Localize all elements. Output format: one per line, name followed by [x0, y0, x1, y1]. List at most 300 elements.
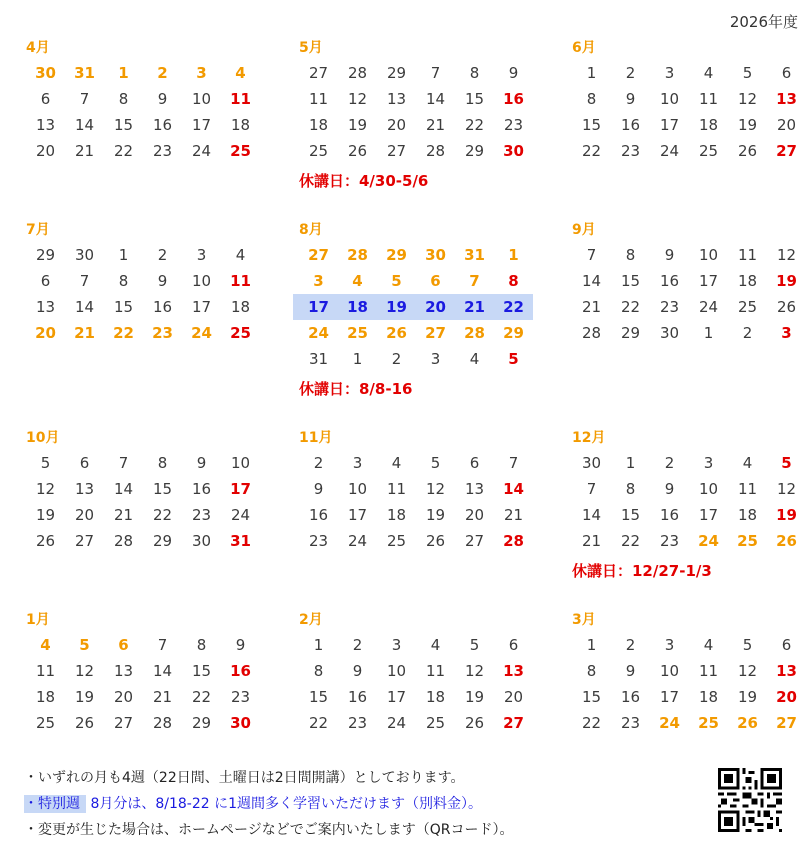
day-cell: 10 — [191, 272, 212, 290]
day-cell: 6 — [430, 272, 441, 290]
day-cell: 21 — [152, 688, 173, 706]
day-cell: 19 — [776, 506, 797, 524]
day-cell: 13 — [113, 662, 134, 680]
day-cell: 22 — [308, 714, 329, 732]
day-cell: 21 — [425, 116, 446, 134]
month-name: 3月 — [572, 612, 596, 628]
day-cell: 3 — [196, 246, 207, 264]
day-cell: 18 — [308, 116, 329, 134]
day-cell: 24 — [698, 532, 719, 550]
week-row — [572, 528, 806, 554]
week-row — [572, 138, 806, 164]
month-row — [26, 219, 812, 427]
day-cell: 21 — [581, 532, 602, 550]
week-row — [299, 632, 533, 658]
day-cell: 21 — [113, 506, 134, 524]
day-cell: 9 — [352, 662, 363, 680]
day-cell: 25 — [425, 714, 446, 732]
day-cell: 3 — [313, 272, 324, 290]
day-cell: 26 — [35, 532, 56, 550]
day-cell: 1 — [586, 64, 597, 82]
day-cell: 18 — [698, 116, 719, 134]
week-row — [299, 112, 533, 138]
day-cell: 23 — [659, 298, 680, 316]
day-cell: 28 — [425, 142, 446, 160]
day-cell: 24 — [230, 506, 251, 524]
day-cell: 9 — [664, 480, 675, 498]
day-cell: 5 — [391, 272, 402, 290]
week-row — [572, 502, 806, 528]
day-cell: 18 — [230, 116, 251, 134]
day-cell: 12 — [425, 480, 446, 498]
day-cell: 7 — [469, 272, 480, 290]
day-cell: 23 — [308, 532, 329, 550]
day-cell: 2 — [742, 324, 753, 342]
month-name: 10月 — [26, 430, 60, 446]
day-cell: 28 — [503, 532, 524, 550]
day-cell: 13 — [386, 90, 407, 108]
day-cell: 25 — [347, 324, 368, 342]
day-cell: 24 — [698, 298, 719, 316]
day-cell: 20 — [425, 298, 446, 316]
day-cell: 19 — [737, 116, 758, 134]
day-cell: 28 — [113, 532, 134, 550]
day-cell: 3 — [430, 350, 441, 368]
day-cell: 20 — [35, 142, 56, 160]
day-cell: 18 — [35, 688, 56, 706]
day-cell: 1 — [118, 64, 129, 82]
day-cell: 16 — [308, 506, 329, 524]
week-row — [26, 528, 260, 554]
week-row — [572, 294, 806, 320]
day-cell: 19 — [425, 506, 446, 524]
day-cell: 12 — [74, 662, 95, 680]
day-cell: 14 — [113, 480, 134, 498]
day-cell: 18 — [737, 272, 758, 290]
day-cell: 15 — [191, 662, 212, 680]
day-cell: 8 — [118, 90, 129, 108]
day-cell: 23 — [659, 532, 680, 550]
week-row — [299, 684, 533, 710]
day-cell: 31 — [230, 532, 251, 550]
day-cell: 6 — [40, 90, 51, 108]
day-cell: 29 — [35, 246, 56, 264]
day-cell: 7 — [586, 480, 597, 498]
day-cell: 9 — [508, 64, 519, 82]
day-cell: 29 — [464, 142, 485, 160]
day-cell: 6 — [40, 272, 51, 290]
week-row — [26, 632, 260, 658]
day-cell: 9 — [235, 636, 246, 654]
day-cell: 29 — [152, 532, 173, 550]
day-cell: 4 — [703, 636, 714, 654]
day-cell: 16 — [152, 116, 173, 134]
day-cell: 5 — [508, 350, 519, 368]
day-cell: 7 — [157, 636, 168, 654]
day-cell: 30 — [659, 324, 680, 342]
day-cell: 3 — [352, 454, 363, 472]
day-cell: 7 — [79, 272, 90, 290]
day-cell: 6 — [118, 636, 129, 654]
day-cell: 13 — [503, 662, 524, 680]
day-cell: 22 — [581, 714, 602, 732]
day-cell: 28 — [347, 64, 368, 82]
day-cell: 16 — [620, 116, 641, 134]
day-cell: 21 — [74, 142, 95, 160]
day-cell: 17 — [698, 272, 719, 290]
week-row — [572, 242, 806, 268]
day-cell: 3 — [664, 64, 675, 82]
day-cell: 5 — [430, 454, 441, 472]
day-cell: 9 — [157, 272, 168, 290]
day-cell: 22 — [581, 142, 602, 160]
day-cell: 16 — [152, 298, 173, 316]
day-cell: 14 — [152, 662, 173, 680]
day-cell: 7 — [430, 64, 441, 82]
week-row — [299, 658, 533, 684]
month-name: 8月 — [299, 222, 323, 238]
week-row — [299, 502, 533, 528]
week-row — [572, 476, 806, 502]
day-cell: 1 — [508, 246, 519, 264]
day-cell: 1 — [703, 324, 714, 342]
week-row — [572, 450, 806, 476]
day-cell: 10 — [698, 246, 719, 264]
day-cell: 11 — [230, 90, 251, 108]
day-cell: 18 — [386, 506, 407, 524]
day-cell: 2 — [391, 350, 402, 368]
day-cell: 2 — [157, 64, 168, 82]
month-name: 1月 — [26, 612, 50, 628]
week-row — [299, 450, 533, 476]
month-name: 7月 — [26, 222, 50, 238]
day-cell: 31 — [464, 246, 485, 264]
day-cell: 20 — [74, 506, 95, 524]
day-cell: 8 — [469, 64, 480, 82]
day-cell: 12 — [347, 90, 368, 108]
day-cell: 8 — [625, 246, 636, 264]
day-cell: 4 — [391, 454, 402, 472]
day-cell: 8 — [586, 90, 597, 108]
day-cell: 10 — [659, 90, 680, 108]
day-cell: 11 — [308, 90, 329, 108]
day-cell: 24 — [659, 142, 680, 160]
day-cell: 20 — [386, 116, 407, 134]
day-cell: 15 — [581, 116, 602, 134]
fiscal-year-label: 2026年度 — [729, 13, 798, 31]
day-cell: 2 — [625, 636, 636, 654]
day-cell: 30 — [581, 454, 602, 472]
week-row — [299, 710, 533, 736]
day-cell: 8 — [157, 454, 168, 472]
day-cell: 12 — [737, 90, 758, 108]
week-row — [299, 268, 533, 294]
month-block — [299, 219, 572, 427]
month-block — [26, 219, 299, 427]
day-cell: 5 — [469, 636, 480, 654]
day-cell: 5 — [742, 636, 753, 654]
day-cell: 21 — [74, 324, 95, 342]
week-row — [26, 86, 260, 112]
day-cell: 13 — [464, 480, 485, 498]
day-cell: 17 — [347, 506, 368, 524]
day-cell: 17 — [659, 688, 680, 706]
day-cell: 11 — [698, 90, 719, 108]
week-row — [26, 138, 260, 164]
week-row — [26, 710, 260, 736]
day-cell: 19 — [776, 272, 797, 290]
day-cell: 23 — [620, 142, 641, 160]
day-cell: 8 — [313, 662, 324, 680]
day-cell: 6 — [469, 454, 480, 472]
month-block — [572, 609, 812, 769]
day-cell: 9 — [313, 480, 324, 498]
day-cell: 15 — [620, 272, 641, 290]
day-cell: 4 — [469, 350, 480, 368]
qr-code-icon[interactable] — [718, 768, 782, 832]
day-cell: 17 — [308, 298, 329, 316]
week-row — [26, 112, 260, 138]
day-cell: 16 — [503, 90, 524, 108]
day-cell: 3 — [781, 324, 792, 342]
week-row — [299, 476, 533, 502]
day-cell: 22 — [620, 298, 641, 316]
day-cell: 25 — [386, 532, 407, 550]
week-row — [299, 242, 533, 268]
day-cell: 17 — [386, 688, 407, 706]
day-cell: 4 — [430, 636, 441, 654]
month-block — [572, 37, 812, 219]
day-cell: 11 — [737, 246, 758, 264]
day-cell: 18 — [737, 506, 758, 524]
week-row — [572, 112, 806, 138]
day-cell: 15 — [464, 90, 485, 108]
month-block — [572, 219, 812, 427]
day-cell: 8 — [196, 636, 207, 654]
day-cell: 19 — [386, 298, 407, 316]
day-cell: 7 — [586, 246, 597, 264]
day-cell: 24 — [347, 532, 368, 550]
week-row — [572, 710, 806, 736]
day-cell: 11 — [35, 662, 56, 680]
day-cell: 30 — [35, 64, 56, 82]
day-cell: 14 — [74, 116, 95, 134]
day-cell: 7 — [508, 454, 519, 472]
day-cell: 17 — [230, 480, 251, 498]
day-cell: 1 — [352, 350, 363, 368]
month-block — [299, 609, 572, 769]
month-row — [26, 37, 812, 219]
day-cell: 15 — [113, 116, 134, 134]
day-cell: 26 — [776, 298, 797, 316]
day-cell: 13 — [74, 480, 95, 498]
day-cell: 15 — [581, 688, 602, 706]
week-row — [26, 502, 260, 528]
day-cell: 18 — [698, 688, 719, 706]
day-cell: 23 — [347, 714, 368, 732]
day-cell: 20 — [35, 324, 56, 342]
day-cell: 17 — [659, 116, 680, 134]
day-cell: 5 — [742, 64, 753, 82]
day-cell: 6 — [781, 636, 792, 654]
day-cell: 26 — [386, 324, 407, 342]
day-cell: 26 — [347, 142, 368, 160]
day-cell: 26 — [737, 714, 758, 732]
week-row — [299, 346, 533, 372]
day-cell: 16 — [230, 662, 251, 680]
day-cell: 30 — [191, 532, 212, 550]
day-cell: 9 — [625, 90, 636, 108]
day-cell: 5 — [79, 636, 90, 654]
week-row — [299, 320, 533, 346]
day-cell: 1 — [118, 246, 129, 264]
week-row — [572, 632, 806, 658]
day-cell: 14 — [581, 272, 602, 290]
day-cell: 22 — [191, 688, 212, 706]
day-cell: 20 — [776, 116, 797, 134]
day-cell: 27 — [308, 64, 329, 82]
day-cell: 22 — [620, 532, 641, 550]
day-cell: 27 — [425, 324, 446, 342]
special-week-row — [293, 294, 533, 320]
day-cell: 4 — [742, 454, 753, 472]
day-cell: 3 — [391, 636, 402, 654]
day-cell: 27 — [386, 142, 407, 160]
day-cell: 10 — [386, 662, 407, 680]
week-row — [299, 60, 533, 86]
month-name: 2月 — [299, 612, 323, 628]
day-cell: 25 — [308, 142, 329, 160]
day-cell: 27 — [113, 714, 134, 732]
day-cell: 23 — [152, 142, 173, 160]
day-cell: 7 — [118, 454, 129, 472]
day-cell: 24 — [659, 714, 680, 732]
day-cell: 24 — [386, 714, 407, 732]
day-cell: 12 — [464, 662, 485, 680]
day-cell: 29 — [191, 714, 212, 732]
day-cell: 16 — [191, 480, 212, 498]
day-cell: 4 — [352, 272, 363, 290]
day-cell: 30 — [425, 246, 446, 264]
day-cell: 20 — [464, 506, 485, 524]
day-cell: 8 — [586, 662, 597, 680]
day-cell: 20 — [113, 688, 134, 706]
day-cell: 29 — [386, 246, 407, 264]
day-cell: 26 — [737, 142, 758, 160]
day-cell: 16 — [347, 688, 368, 706]
day-cell: 23 — [620, 714, 641, 732]
special-week-text: 8月分は、8/18-22 に1週間多く学習いただけます（別料金）。 — [90, 796, 483, 812]
month-row — [26, 609, 812, 769]
day-cell: 25 — [737, 298, 758, 316]
week-row — [26, 476, 260, 502]
month-block — [572, 427, 812, 609]
day-cell: 27 — [464, 532, 485, 550]
week-row — [572, 320, 806, 346]
day-cell: 30 — [503, 142, 524, 160]
day-cell: 18 — [347, 298, 368, 316]
month-block — [26, 609, 299, 769]
day-cell: 16 — [659, 272, 680, 290]
day-cell: 17 — [191, 116, 212, 134]
day-cell: 23 — [503, 116, 524, 134]
day-cell: 14 — [503, 480, 524, 498]
day-cell: 1 — [625, 454, 636, 472]
day-cell: 4 — [703, 64, 714, 82]
day-cell: 22 — [503, 298, 524, 316]
day-cell: 25 — [230, 142, 251, 160]
day-cell: 2 — [313, 454, 324, 472]
day-cell: 19 — [347, 116, 368, 134]
day-cell: 21 — [581, 298, 602, 316]
day-cell: 25 — [737, 532, 758, 550]
day-cell: 14 — [425, 90, 446, 108]
day-cell: 11 — [386, 480, 407, 498]
note-line-3: ・変更が生じた場合は、ホームページなどでご案内いたします（QRコード）。 — [24, 822, 514, 838]
day-cell: 17 — [698, 506, 719, 524]
day-cell: 15 — [308, 688, 329, 706]
month-block — [26, 37, 299, 219]
day-cell: 12 — [776, 480, 797, 498]
month-block — [26, 427, 299, 609]
day-cell: 26 — [776, 532, 797, 550]
day-cell: 31 — [308, 350, 329, 368]
day-cell: 6 — [79, 454, 90, 472]
day-cell: 29 — [386, 64, 407, 82]
week-row — [572, 268, 806, 294]
month-name: 9月 — [572, 222, 596, 238]
week-row — [26, 450, 260, 476]
note-line-1: ・いずれの月も4週（22日間、土曜日は2日間開講）としております。 — [24, 770, 465, 786]
day-cell: 1 — [586, 636, 597, 654]
day-cell: 10 — [698, 480, 719, 498]
week-row — [572, 658, 806, 684]
week-row — [572, 60, 806, 86]
day-cell: 27 — [74, 532, 95, 550]
day-cell: 13 — [35, 298, 56, 316]
month-name: 4月 — [26, 40, 50, 56]
closed-days-note: 休講日：4/30-5/6 — [299, 172, 429, 190]
day-cell: 24 — [191, 324, 212, 342]
week-row — [572, 684, 806, 710]
day-cell: 11 — [698, 662, 719, 680]
day-cell: 5 — [40, 454, 51, 472]
day-cell: 29 — [503, 324, 524, 342]
month-block — [299, 37, 572, 219]
day-cell: 25 — [698, 142, 719, 160]
day-cell: 22 — [113, 324, 134, 342]
closed-days-note: 休講日：12/27-1/3 — [572, 562, 712, 580]
day-cell: 10 — [230, 454, 251, 472]
week-row — [26, 242, 260, 268]
day-cell: 10 — [191, 90, 212, 108]
day-cell: 1 — [313, 636, 324, 654]
day-cell: 19 — [737, 688, 758, 706]
day-cell: 14 — [74, 298, 95, 316]
day-cell: 15 — [620, 506, 641, 524]
day-cell: 23 — [152, 324, 173, 342]
day-cell: 9 — [664, 246, 675, 264]
month-name: 11月 — [299, 430, 333, 446]
day-cell: 24 — [191, 142, 212, 160]
day-cell: 5 — [781, 454, 792, 472]
day-cell: 2 — [664, 454, 675, 472]
day-cell: 29 — [620, 324, 641, 342]
day-cell: 11 — [230, 272, 251, 290]
week-row — [26, 684, 260, 710]
month-block — [299, 427, 572, 609]
day-cell: 27 — [776, 142, 797, 160]
